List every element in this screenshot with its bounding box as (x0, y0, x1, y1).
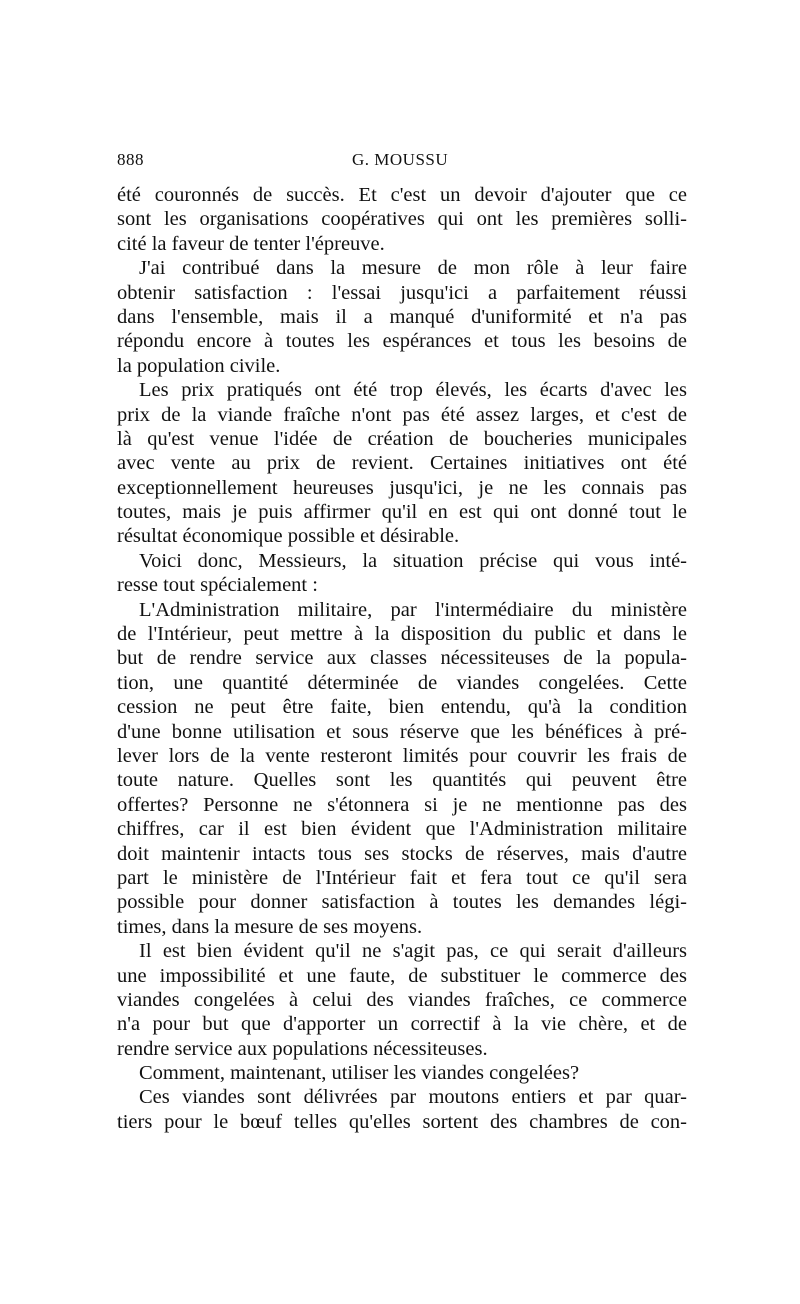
text-line: Les prix pratiqués ont été trop élevés, les écarts d'avec les (139, 379, 687, 402)
text-line: lever lors de la vente resteront limités pour couvrir les frais de (117, 744, 687, 767)
text-line: été couronnés de succès. Et c'est un devoir d'ajouter que ce (117, 184, 687, 206)
text-line: but de rendre service aux classes nécessiteuses de la popula- (117, 647, 687, 670)
running-head: G. MOUSSU (352, 150, 449, 169)
text-line: Comment, maintenant, utiliser les viandes congelées? (139, 1062, 580, 1085)
text-line: tion, une quantité déterminée de viandes congelées. Cette (117, 671, 687, 694)
page-header (117, 146, 687, 176)
text-line: J'ai contribué dans la mesure de mon rôle à leur faire (139, 257, 687, 280)
text-line: resse tout spécialement : (117, 574, 318, 597)
text-line: d'une bonne utilisation et sous réserve que les bénéfices à pré- (117, 720, 687, 743)
text-line: offertes? Personne ne s'étonnera si je ne mentionne pas des (117, 793, 687, 816)
text-line: exceptionnellement heureuses jusqu'ici, je ne les connais pas (117, 476, 687, 499)
text-line: avec vente au prix de revient. Certaines initiatives ont été (117, 452, 687, 475)
text-line: toutes, mais je puis affirmer qu'il en est qui ont donné tout le (117, 501, 687, 524)
text-line: tiers pour le bœuf telles qu'elles sortent des chambres de con- (117, 1110, 687, 1133)
text-line: obtenir satisfaction : l'essai jusqu'ici a parfaitement réussi (117, 281, 687, 304)
text-line: dans l'ensemble, mais il a manqué d'uniformité et n'a pas (117, 305, 687, 328)
text-line: une impossibilité et une faute, de substituer le commerce des (117, 964, 687, 987)
text-line: toute nature. Quelles sont les quantités qui peuvent être (117, 769, 687, 792)
text-line: viandes congelées à celui des viandes fraîches, ce commerce (117, 988, 687, 1011)
text-line: la population civile. (117, 354, 281, 377)
text-line: prix de la viande fraîche n'ont pas été assez larges, et c'est de (117, 403, 687, 426)
text-line: cité la faveur de tenter l'épreuve. (117, 232, 385, 255)
text-line: n'a pour but que d'apporter un correctif à la vie chère, et de (117, 1013, 687, 1036)
text-line: là qu'est venue l'idée de création de boucheries municipales (117, 427, 687, 450)
text-line: Ces viandes sont délivrées par moutons entiers et par quar- (139, 1086, 687, 1109)
text-line: possible pour donner satisfaction à toutes les demandes légi- (117, 891, 687, 914)
text-line: chiffres, car il est bien évident que l'Administration militaire (117, 818, 687, 841)
text-line: Voici donc, Messieurs, la situation précise qui vous inté- (139, 549, 687, 572)
text-line: rendre service aux populations nécessiteuses. (117, 1037, 488, 1060)
page-number: 888 (117, 150, 144, 169)
body-text (117, 183, 687, 1134)
text-line: L'Administration militaire, par l'intermédiaire du ministère (139, 598, 687, 621)
text-line: part le ministère de l'Intérieur fait et fera tout ce qu'il sera (117, 866, 687, 889)
text-line: répondu encore à toutes les espérances et tous les besoins de (117, 330, 687, 353)
text-line: times, dans la mesure de ses moyens. (117, 915, 423, 938)
text-line: résultat économique possible et désirable. (117, 525, 460, 548)
text-line: sont les organisations coopératives qui ont les premières solli- (117, 208, 687, 231)
text-line: cession ne peut être faite, bien entendu, qu'à la condition (117, 696, 687, 719)
text-line: de l'Intérieur, peut mettre à la disposition du public et dans le (117, 623, 687, 646)
text-line: doit maintenir intacts tous ses stocks de réserves, mais d'autre (117, 842, 687, 865)
text-line: Il est bien évident qu'il ne s'agit pas, ce qui serait d'ailleurs (139, 940, 687, 963)
